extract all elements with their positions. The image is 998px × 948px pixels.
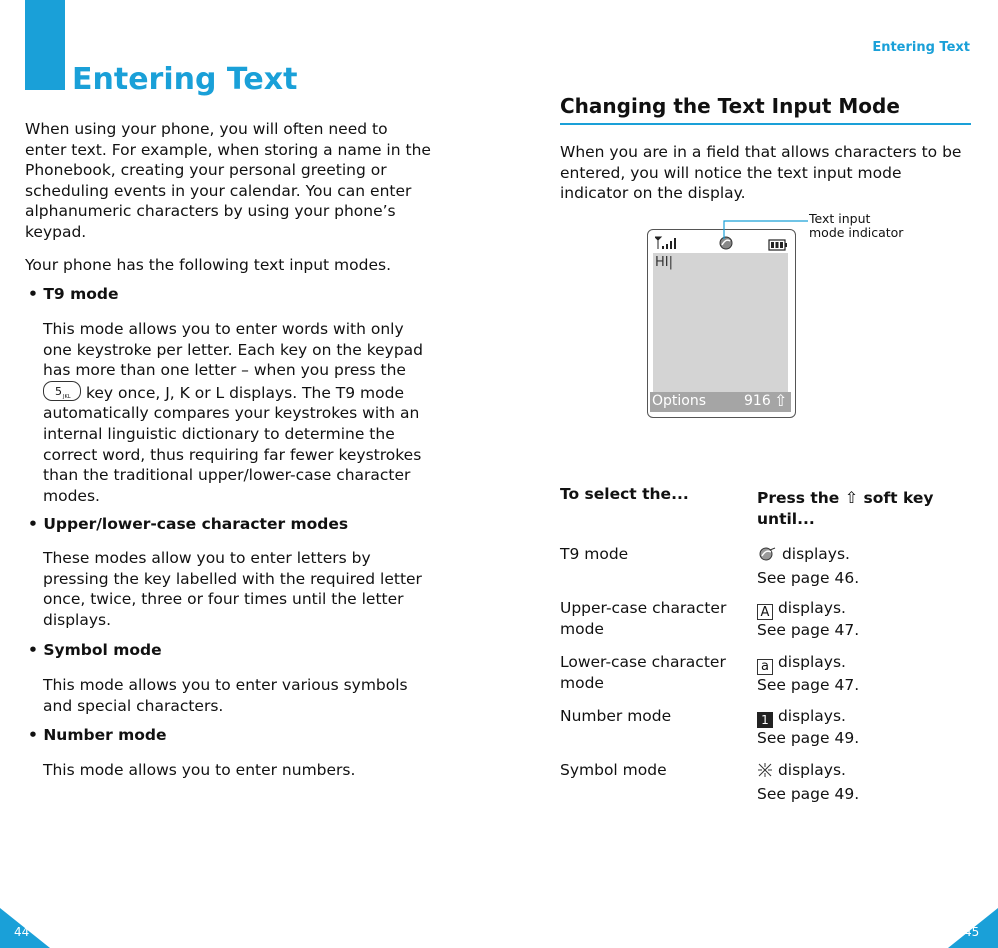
section-title: Changing the Text Input Mode: [560, 94, 900, 118]
shift-icon: ⇧: [774, 391, 788, 410]
t9-description: This mode allows you to enter words with only one keystroke per letter. Each key on the keypad has more than one letter – when you press the 5 JKL key once, J, K or L displays. The T9 mode automatically compares your keystrokes with an internal linguistic dictionary to determine the correct word, thus requiring far fewer keystrokes than the traditional upper/lower-case character modes.: [43, 320, 423, 505]
key-5-icon: 5 JKL: [43, 381, 81, 401]
title-accent-bar: [25, 0, 65, 90]
screen-text: HI|: [655, 255, 673, 270]
modes-intro: Your phone has the following text input modes.: [25, 256, 392, 274]
section-intro: When you are in a field that allows characters to be entered, you will notice the text input mode indicator on the display.: [560, 143, 962, 203]
page-title: Entering Text: [72, 62, 298, 97]
table-row-mode: Lower-case character mode: [560, 653, 726, 692]
symbol-mode-description: This mode allows you to enter various symbols and special characters.: [43, 676, 408, 715]
bullet-number-mode: • Number mode: [28, 726, 167, 744]
table-row-mode: T9 mode: [560, 545, 629, 563]
soft-key-left-label: Options: [652, 393, 707, 409]
table-row-mode: Upper-case character mode: [560, 599, 727, 638]
table-header-col1: To select the...: [560, 485, 689, 503]
table-row-indicator: 1 displays. See page 49.: [757, 707, 860, 747]
running-head: Entering Text: [872, 40, 970, 55]
section-rule: [560, 123, 971, 125]
bullet-symbol-mode: • Symbol mode: [28, 641, 162, 659]
uppercase-a-icon: A: [757, 604, 773, 620]
number-1-icon: 1: [757, 712, 773, 728]
shift-key-icon: ⇧: [844, 488, 859, 507]
soft-key-bar: [650, 392, 791, 412]
phone-screen: [653, 253, 788, 393]
case-modes-description: These modes allow you to enter letters by pressing the key labelled with the required letter once, twice, three or four times until the letter displays.: [43, 549, 422, 629]
table-row-indicator: displays. See page 49.: [757, 761, 860, 803]
intro-paragraph: When using your phone, you will often need to enter text. For example, when storing a name in the Phonebook, creating your personal greeting or scheduling events in your calendar. You can enter alphanumeric characters by using your phone’s keypad.: [25, 120, 431, 241]
callout-label: Text input mode indicator: [809, 211, 904, 240]
table-row-mode: Number mode: [560, 707, 672, 725]
callout-line: [718, 214, 810, 244]
number-mode-description: This mode allows you to enter numbers.: [43, 761, 356, 779]
table-row-indicator: displays. See page 46.: [757, 545, 860, 587]
page-number-left: 44: [14, 925, 30, 939]
bullet-case-modes: • Upper/lower-case character modes: [28, 515, 349, 533]
t9-mode-icon: [757, 546, 777, 568]
table-row-mode: Symbol mode: [560, 761, 667, 779]
lowercase-a-icon: a: [757, 659, 773, 675]
page-number-right: 45: [964, 925, 980, 939]
table-row-indicator: A displays. See page 47.: [757, 599, 860, 639]
bullet-t9: • T9 mode: [28, 285, 119, 303]
soft-key-right-label: 916: [744, 393, 771, 409]
table-header-col2: Press the ⇧ soft key until...: [757, 488, 934, 528]
symbol-mode-icon: [757, 762, 773, 784]
table-row-indicator: a displays. See page 47.: [757, 653, 860, 694]
signal-strength-icon: [655, 235, 679, 254]
